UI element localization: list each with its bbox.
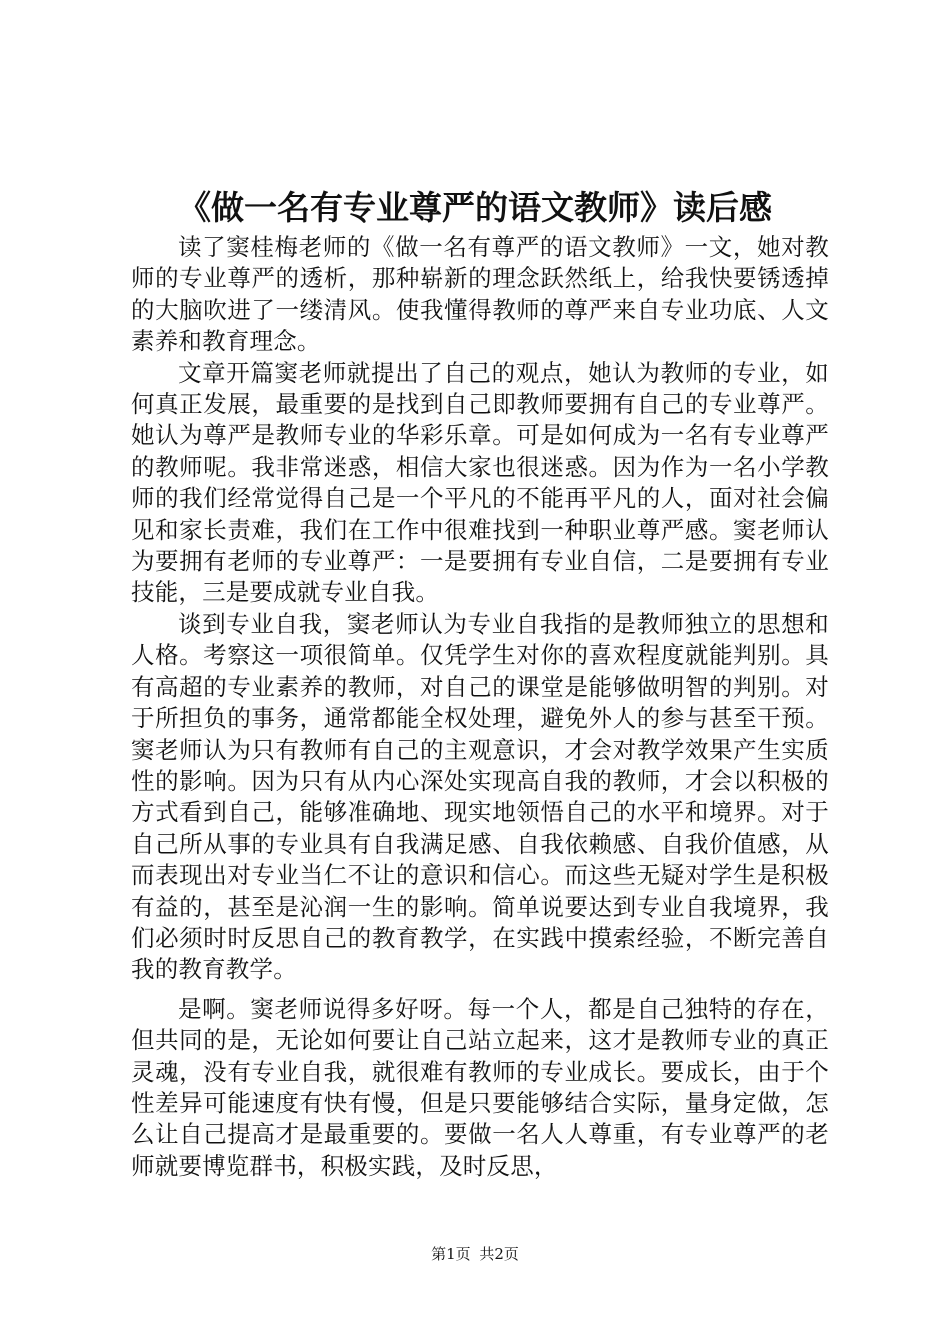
page-number-current: 第1页 <box>431 1245 471 1263</box>
paragraph-1: 读了窦桂梅老师的《做一名有尊严的语文教师》一文，她对教师的专业尊严的透析，那种崭新的理念跃然纸上，给我快要锈透掉的大脑吹进了一缕清风。使我懂得教师的尊严来自专业功底、人文素养和教育理念。 <box>131 233 829 356</box>
page-number-total: 共2页 <box>479 1245 519 1263</box>
document-title: 《做一名有专业尊严的语文教师》读后感 <box>178 188 772 227</box>
document-body <box>131 232 829 1182</box>
paragraph-2: 文章开篇窦老师就提出了自己的观点，她认为教师的专业，如何真正发展，最重要的是找到自己即教师要拥有自己的专业尊严。她认为尊严是教师专业的华彩乐章。可是如何成为一名有专业尊严的教师呢。我非常迷惑，相信大家也很迷惑。因为作为一名小学教师的我们经常觉得自己是一个平凡的不能再平凡的人，面对社会偏见和家长责难，我们在工作中很难找到一种职业尊严感。窦老师认为要拥有老师的专业尊严：一是要拥有专业自信，二是要拥有专业技能，三是要成就专业自我。 <box>131 358 829 607</box>
paragraph-4: 是啊。窦老师说得多好呀。每一个人，都是自己独特的存在，但共同的是，无论如何要让自己站立起来，这才是教师专业的真正灵魂，没有专业自我，就很难有教师的专业成长。要成长，由于个性差异可能速度有快有慢，但是只要能够结合实际，量身定做，怎么让自己提高才是最重要的。要做一名人人尊重，有专业尊严的老师就要博览群书，积极实践，及时反思， <box>131 994 829 1180</box>
paragraph-3: 谈到专业自我，窦老师认为专业自我指的是教师独立的思想和人格。考察这一项很简单。仅凭学生对你的喜欢程度就能判别。具有高超的专业素养的教师，对自己的课堂是能够做明智的判别。对于所担负的事务，通常都能全权处理，避免外人的参与甚至干预。窦老师认为只有教师有自己的主观意识，才会对教学效果产生实质性的影响。因为只有从内心深处实现高自我的教师，才会以积极的方式看到自己，能够准确地、现实地领悟自己的水平和境界。对于自己所从事的专业具有自我满足感、自我依赖感、自我价值感，从而表现出对专业当仁不让的意识和信心。而这些无疑对学生是积极有益的，甚至是沁润一生的影响。简单说要达到专业自我境界，我们必须时时反思自己的教育教学，在实践中摸索经验，不断完善自我的教育教学。 <box>131 609 829 984</box>
page-footer <box>0 1244 950 1264</box>
